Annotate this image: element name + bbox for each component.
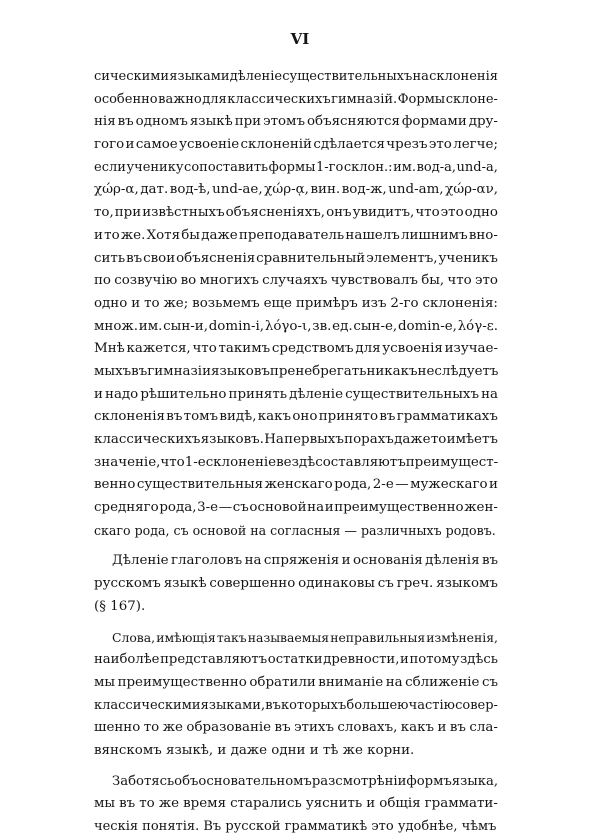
- text-line: особенно важно для классическихъ гимназій. Формы склоне-: [94, 91, 498, 107]
- text-line: Заботясь объ основательномъ разсмотрѣніи формъ языка,: [112, 773, 498, 789]
- text-line: склоненія въ томъ видѣ, какъ оно принято въ грамматикахъ: [94, 409, 498, 425]
- text-line: классическихъ языковъ. На первыхъ порахъ даже то имѣетъ: [94, 432, 498, 447]
- text-line: шенно то же образованіе въ этихъ словахъ, какъ и въ сла-: [94, 720, 498, 736]
- text-line: мы въ то же время старались уяснить и общія граммати-: [94, 796, 498, 812]
- text-line: нія въ одномъ языкѣ при этомъ объясняются формами дру-: [94, 114, 498, 130]
- text-line: одно и то же; возьмемъ еще примѣръ изъ 2-го склоненія:: [94, 295, 498, 311]
- page-number: VI: [290, 30, 310, 48]
- text-line: χώρ-α, дат. вод-ѣ, und-ae, χώρ-ᾳ, вин. вод-ж, und-am, χώρ-αν,: [94, 182, 498, 198]
- paragraph: [94, 771, 498, 839]
- text-line: венно существительныя женскаго рода, 2-е — мужескаго и: [94, 477, 498, 493]
- paragraph-gap: [94, 619, 498, 627]
- text-line: сическими языками дѣленіе существительныхъ на склоненія: [94, 69, 498, 84]
- paragraph-gap: [94, 763, 498, 771]
- text-line: то, при извѣстныхъ объясненіяхъ, онъ увидитъ, что это одно: [94, 205, 498, 221]
- text-line: значеніе, что 1-е склоненіе вездѣ составляютъ преимущест-: [94, 454, 498, 470]
- text-line: по созвучію во многихъ случаяхъ чувствовалъ бы, что это: [94, 273, 498, 289]
- text-line: Мнѣ кажется, что такимъ средствомъ для усвоенія изучае-: [94, 341, 498, 357]
- text-line: и то же. Хотя бы даже преподаватель нашелъ лишнимъ вно-: [94, 227, 498, 243]
- text-line: вянскомъ языкѣ, и даже одни и тѣ же корни.: [94, 742, 415, 758]
- body-text: [94, 66, 498, 839]
- paragraph: [94, 627, 498, 763]
- text-line: (§ 167).: [94, 598, 146, 614]
- paragraph-gap: [94, 542, 498, 550]
- text-line: мыхъ въ гимназіи языковъ пренебрегать никакъ не слѣдуетъ: [94, 363, 498, 379]
- text-line: русскомъ языкѣ совершенно одинаковы съ греч. языкомъ: [94, 576, 498, 592]
- text-line: мы преимущественно обратили вниманіе на сближеніе съ: [94, 674, 498, 690]
- text-line: скаго рода, съ основой на согласныя — различныхъ родовъ.: [94, 522, 496, 538]
- text-line: наиболѣе представляютъ остатки древности, и потому здѣсь: [94, 652, 498, 668]
- paragraph: [94, 550, 498, 618]
- text-line: Слова, имѣющія такъ называемыя неправильныя измѣненія,: [112, 629, 498, 645]
- text-line: сить въ свои объясненія сравнительный элементъ, ученикъ: [94, 250, 498, 266]
- text-line: классическими языками, въ которыхъ большею частію совер-: [94, 697, 498, 713]
- text-line: множ. им. сын-и, domin-i, λόγο-ι, зв. ед. сын-е, domin-e, λόγ-ε.: [94, 318, 498, 334]
- text-line: средняго рода, 3-е — съ основой на и преимущественно жен-: [94, 500, 498, 516]
- text-line: Дѣленіе глаголовъ на спряженія и основанія дѣленія въ: [112, 553, 498, 569]
- paragraph: [94, 66, 498, 542]
- text-line: если ученику сопоставить формы 1-го склон.: им. вод-а, und-a,: [94, 159, 498, 175]
- text-line: ческія понятія. Въ русской грамматикѣ это удобнѣе, чѣмъ: [94, 819, 497, 834]
- text-line: и надо рѣшительно принять дѣленіе существительныхъ на: [94, 386, 498, 402]
- text-line: гого и самое усвоеніе склоненій сдѣлается чрезъ это легче;: [94, 137, 498, 153]
